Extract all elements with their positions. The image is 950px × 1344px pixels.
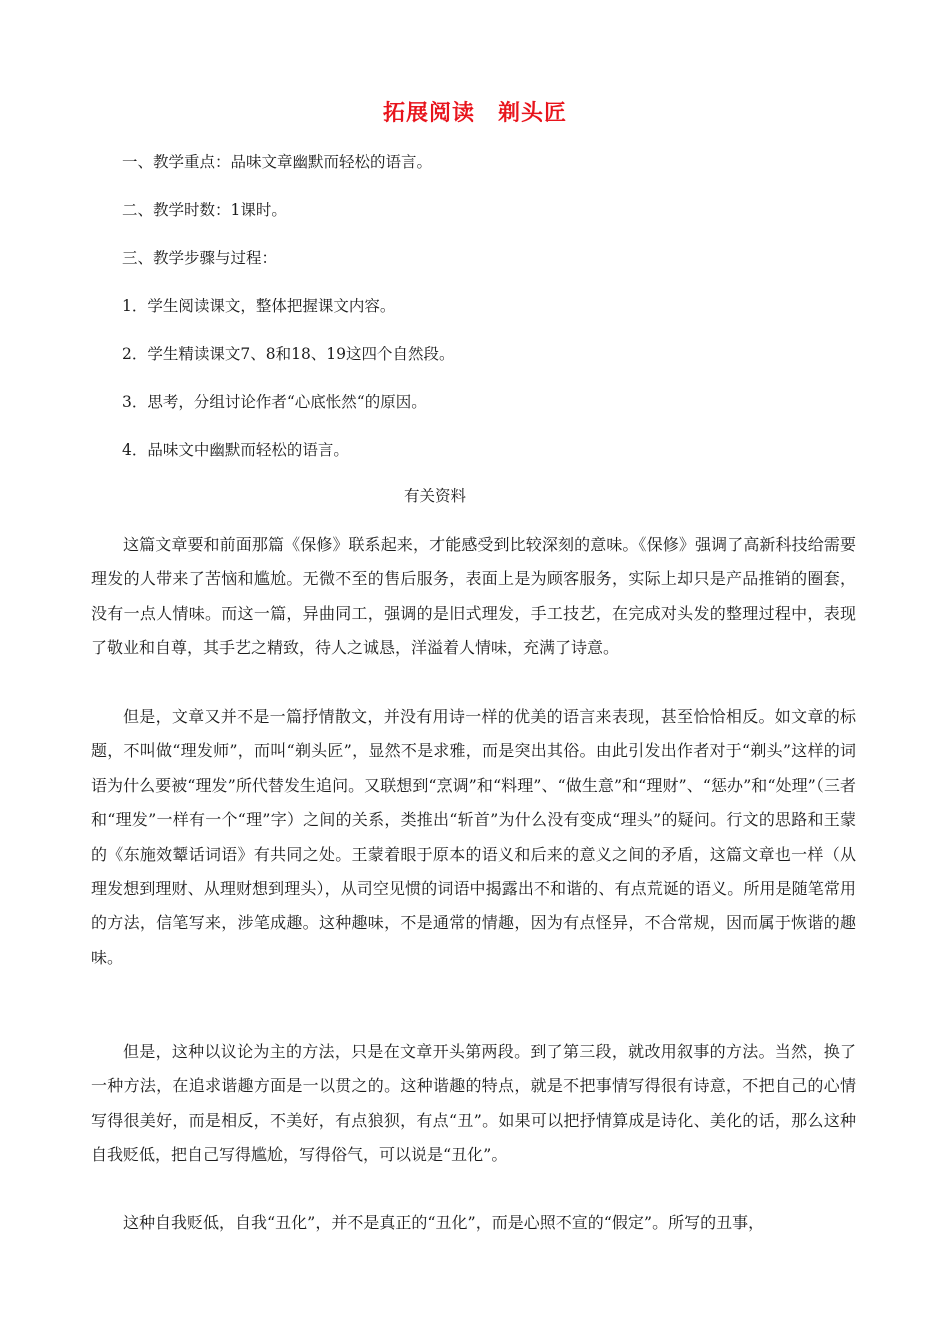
step-1-line: 1．学生阅读课文，整体把握课文内容。 bbox=[122, 297, 396, 315]
teaching-focus-line: 一、教学重点：品味文章幽默而轻松的语言。 bbox=[122, 153, 433, 171]
step-4-line: 4．品味文中幽默而轻松的语言。 bbox=[122, 441, 349, 459]
section-heading: 有关资料 bbox=[403, 487, 466, 505]
teaching-steps-line: 三、教学步骤与过程： bbox=[122, 249, 278, 267]
document-title: 拓展阅读 剃头匠 bbox=[382, 101, 567, 126]
paragraph-1: 这篇文章要和前面那篇《保修》联系起来，才能感受到比较深刻的意味。《保修》强调了高新科技给需要理发的人带来了苦恼和尴尬。无微不至的售后服务，表面上是为顾客服务，实际上却只是产品推销的圈套，没有一点人情味。而这一篇，异曲同工，强调的是旧式理发，手工技艺，在完成对头发的整理过程中，表现了敬业和自尊，其手艺之精致，待人之诚恳，洋溢着人情味，充满了诗意。 bbox=[91, 535, 856, 658]
paragraph-3: 但是，这种以议论为主的方法，只是在文章开头第两段。到了第三段，就改用叙事的方法。当然，换了一种方法，在追求谐趣方面是一以贯之的。这种谐趣的特点，就是不把事情写得很有诗意，不把自己的心情写得很美好，而是相反，不美好，有点狼狈，有点“丑”。如果可以把抒情算成是诗化、美化的话，那么这种自我贬低，把自己写得尴尬，写得俗气，可以说是“丑化”。 bbox=[91, 1042, 856, 1165]
teaching-hours-line: 二、教学时数：1课时。 bbox=[122, 201, 287, 219]
paragraph-4: 这种自我贬低，自我“丑化”，并不是真正的“丑化”，而是心照不宣的“假定”。所写的丑事， bbox=[123, 1213, 765, 1232]
step-2-line: 2．学生精读课文7、8和18、19这四个自然段。 bbox=[122, 345, 455, 363]
step-3-line: 3．思考，分组讨论作者“心底怅然“的原因。 bbox=[122, 393, 427, 411]
paragraph-2: 但是，文章又并不是一篇抒情散文，并没有用诗一样的优美的语言来表现，甚至恰恰相反。如文章的标题，不叫做“理发师”，而叫“剃头匠”，显然不是求雅，而是突出其俗。由此引发出作者对于“剃头”这样的词语为什么要被“理发”所代替发生追问。又联想到“烹调”和“料理”、“做生意”和“理财”、“惩办”和“处理”（三者和“理发”一样有一个“理”字）之间的关系，类推出“斩首”为什么没有变成“理头”的疑问。行文的思路和王蒙的《东施效颦话词语》有共同之处。王蒙着眼于原本的语义和后来的意义之间的矛盾，这篇文章也一样（从理发想到理财、从理财想到理头），从司空见惯的词语中揭露出不和谐的、有点荒诞的语义。所用是随笔常用的方法，信笔写来，涉笔成趣。这种趣味，不是通常的情趣，因为有点怪异，不合常规，因而属于恢谐的趣味。 bbox=[91, 707, 856, 967]
